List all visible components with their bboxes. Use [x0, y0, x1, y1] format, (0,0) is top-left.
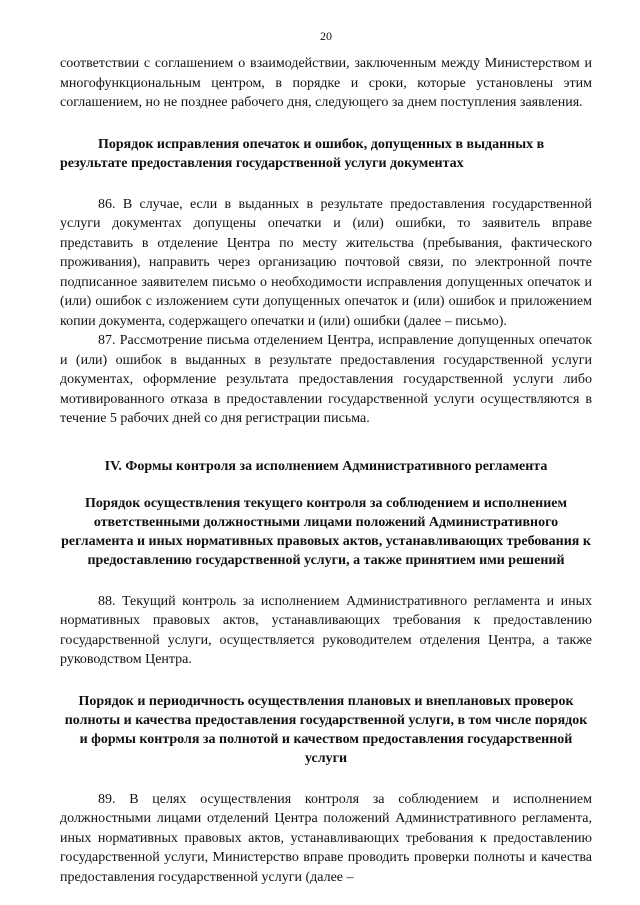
heading-inspections: Порядок и периодичность осуществления плановых и внеплановых проверок полноты и качества предоставления государственной услуги, в том числе порядок и формы контроля за полнотой и качеством предоставления государственной услуги	[64, 693, 588, 766]
paragraph-88: 88. Текущий контроль за исполнением Административного регламента и иных нормативных правовых актов, устанавливающих требования к предоставлению государственной услуги, осуществляется руководителем отделения Центра, а также руководством Центра.	[60, 593, 592, 667]
heading-current-control: Порядок осуществления текущего контроля за соблюдением и исполнением ответственными должностными лицами положений Административного регламента и иных нормативных правовых актов, устанавливающих требования к предоставлению государственной услуги, а также принятием ими решений	[61, 495, 591, 568]
page-number: 20	[320, 29, 332, 43]
heading-corrections: Порядок исправления опечаток и ошибок, допущенных в выданных в результате предоставления государственной услуги документах	[60, 136, 545, 171]
section-iv-title: IV. Формы контроля за исполнением Административного регламента	[104, 458, 548, 474]
paragraph-87: 87. Рассмотрение письма отделением Центра, исправление допущенных опечаток и (или) ошибок в выданных в результате предоставления государственной услуги документах, оформление результата предоставления государственной услуги либо мотивированного отказа в предоставлении государственной услуги осуществляются в течение 5 рабочих дней со дня регистрации письма.	[60, 333, 592, 426]
paragraph-89: 89. В целях осуществления контроля за соблюдением и исполнением должностными лицами отделений Центра положений Административного регламента, иных нормативных правовых актов, устанавливающих требования к предоставлению государственной услуги, Министерство вправе проводить проверки полноты и качества предоставления государственной услуги (далее –	[60, 791, 592, 885]
intro-paragraph: соответствии с соглашением о взаимодействии, заключенным между Министерством и многофункциональным центром, в порядке и сроки, которые установлены этим соглашением, но не позднее рабочего дня, следующего за днем поступления заявления.	[60, 56, 592, 110]
paragraph-86: 86. В случае, если в выданных в результате предоставления государственной услуги документах допущены опечатки и (или) ошибки, то заявитель вправе представить в отделение Центра по месту жительства (пребывания, фактического проживания), направить через организацию почтовой связи, по электронной почте подписанное заявителем письмо о необходимости исправления допущенных опечаток и (или) ошибок с изложением сути допущенных опечаток и (или) ошибок и приложением копии документа, содержащего опечатки и (или) ошибки (далее – письмо).	[60, 196, 592, 329]
